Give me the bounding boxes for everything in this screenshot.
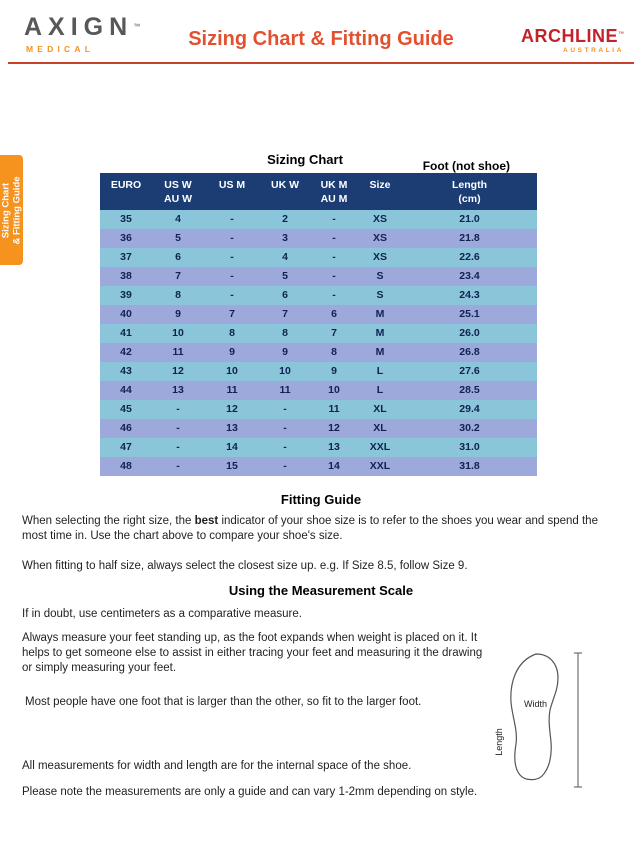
table-cell: S: [376, 289, 384, 302]
table-cell: -: [230, 232, 234, 245]
table-cell: 13: [226, 422, 238, 435]
table-cell: 45: [120, 403, 132, 416]
table-cell: 8: [229, 327, 235, 340]
table-row: [100, 229, 537, 248]
column-header: Length (cm): [452, 179, 487, 206]
table-cell: 9: [175, 308, 181, 321]
table-cell: 27.6: [459, 365, 480, 378]
table-cell: 14: [226, 441, 238, 454]
table-cell: 40: [120, 308, 132, 321]
table-cell: XXL: [369, 441, 391, 454]
table-cell: 24.3: [459, 289, 480, 302]
table-cell: 4: [282, 251, 288, 264]
side-tab: [0, 155, 23, 265]
table-cell: 10: [226, 365, 238, 378]
table-cell: -: [230, 270, 234, 283]
table-cell: 39: [120, 289, 132, 302]
column-header: US M: [218, 179, 246, 191]
bold-text: best: [194, 515, 219, 527]
table-cell: XS: [372, 251, 387, 264]
foot-not-shoe-note: Foot (not shoe): [422, 159, 510, 173]
axign-wordmark: AXIGN: [24, 13, 134, 41]
table-cell: 7: [331, 327, 337, 340]
foot-outline: [511, 654, 558, 780]
table-cell: 10: [328, 384, 340, 397]
table-cell: M: [375, 327, 385, 340]
table-cell: -: [283, 441, 287, 454]
table-cell: -: [230, 213, 234, 226]
table-cell: -: [332, 289, 336, 302]
table-cell: XS: [372, 232, 387, 245]
table-row: [100, 362, 537, 381]
table-cell: 11: [279, 384, 291, 397]
table-cell: 7: [229, 308, 235, 321]
table-cell: -: [283, 403, 287, 416]
table-cell: 36: [120, 232, 132, 245]
column-header: EURO: [110, 179, 142, 191]
table-cell: L: [376, 365, 384, 378]
table-cell: -: [230, 251, 234, 264]
sizing-chart-heading: Sizing Chart: [267, 152, 343, 167]
table-cell: 38: [120, 270, 132, 283]
table-cell: 5: [175, 232, 181, 245]
table-cell: 13: [172, 384, 184, 397]
table-cell: 26.0: [459, 327, 480, 340]
table-cell: 12: [172, 365, 184, 378]
table-row: [100, 400, 537, 419]
foot-diagram: [492, 650, 598, 790]
column-header: UK W: [271, 179, 299, 191]
table-cell: 31.0: [459, 441, 480, 454]
side-tab-line1: Sizing Chart: [0, 182, 11, 238]
table-cell: 6: [175, 251, 181, 264]
table-cell: 22.6: [459, 251, 480, 264]
table-cell: 13: [328, 441, 340, 454]
table-row: [100, 305, 537, 324]
table-cell: 7: [282, 308, 288, 321]
sizing-table-head: [100, 173, 537, 210]
table-cell: -: [230, 289, 234, 302]
side-tab-label: [0, 155, 23, 265]
table-cell: 5: [282, 270, 288, 283]
table-cell: XL: [373, 422, 387, 435]
table-cell: 4: [175, 213, 181, 226]
fitting-guide-paragraph: [22, 514, 626, 544]
table-row: [100, 324, 537, 343]
table-cell: 11: [172, 346, 184, 359]
table-cell: 14: [328, 460, 340, 473]
table-cell: -: [176, 441, 180, 454]
header-row: [100, 173, 537, 210]
table-cell: 46: [120, 422, 132, 435]
side-tab-line2: & Fitting Guide: [11, 175, 23, 245]
table-cell: -: [332, 270, 336, 283]
archline-australia-label: AUSTRALIA: [563, 47, 624, 54]
table-cell: 7: [175, 270, 181, 283]
table-cell: 28.5: [459, 384, 480, 397]
sizing-table: [100, 173, 537, 476]
table-cell: 35: [120, 213, 132, 226]
table-cell: 25.1: [459, 308, 480, 321]
paragraph-text: When selecting the right size, the: [22, 515, 195, 527]
table-row: [100, 343, 537, 362]
table-cell: -: [332, 232, 336, 245]
measurement-scale-heading: Using the Measurement Scale: [228, 583, 414, 598]
table-row: [100, 457, 537, 476]
axign-logo: [24, 13, 140, 54]
trademark-icon: ™: [618, 31, 624, 38]
axign-wordmark-row: [24, 13, 140, 42]
half-size-paragraph: When fitting to half size, always select the closest size up. e.g. If Size 8.5, follow Size 9.: [22, 560, 468, 572]
table-cell: 3: [282, 232, 288, 245]
table-cell: -: [176, 422, 180, 435]
table-cell: 10: [172, 327, 184, 340]
sizing-table-body: [100, 210, 537, 476]
table-cell: M: [375, 308, 385, 321]
measurement-paragraph-larger-foot: Most people have one foot that is larger than the other, so fit to the larger foot.: [25, 696, 422, 708]
table-cell: XS: [372, 213, 387, 226]
table-row: [100, 210, 537, 229]
table-row: [100, 267, 537, 286]
length-label: Length: [494, 728, 504, 756]
table-cell: 8: [282, 327, 288, 340]
table-cell: XXL: [369, 460, 391, 473]
table-cell: XL: [373, 403, 387, 416]
table-cell: 10: [279, 365, 291, 378]
table-cell: L: [376, 384, 384, 397]
table-cell: 48: [120, 460, 132, 473]
table-cell: 11: [328, 403, 340, 416]
archline-logo: [521, 26, 624, 54]
table-cell: 2: [282, 213, 288, 226]
column-header: Size: [369, 179, 391, 191]
table-cell: 6: [331, 308, 337, 321]
table-cell: 23.4: [459, 270, 480, 283]
table-cell: 31.8: [459, 460, 480, 473]
table-cell: 12: [226, 403, 238, 416]
foot-outline-illustration: [492, 650, 598, 790]
table-cell: 12: [328, 422, 340, 435]
table-cell: 29.4: [459, 403, 480, 416]
table-cell: 11: [226, 384, 238, 397]
table-cell: -: [283, 422, 287, 435]
table-cell: -: [332, 251, 336, 264]
table-row: [100, 248, 537, 267]
table-cell: M: [375, 346, 385, 359]
page-title: Sizing Chart & Fitting Guide: [188, 28, 454, 50]
measurement-paragraph-internal-space: All measurements for width and length are for the internal space of the shoe.: [22, 760, 412, 772]
table-cell: 21.8: [459, 232, 480, 245]
table-row: [100, 438, 537, 457]
table-cell: 30.2: [459, 422, 480, 435]
measurement-paragraph-variance: Please note the measurements are only a guide and can vary 1-2mm depending on style.: [22, 786, 478, 798]
table-cell: 8: [175, 289, 181, 302]
measurement-paragraph-doubt: If in doubt, use centimeters as a comparative measure.: [22, 608, 302, 620]
table-cell: 6: [282, 289, 288, 302]
column-header: UK M AU M: [320, 179, 348, 206]
table-cell: 43: [120, 365, 132, 378]
archline-wordmark-row: [521, 26, 624, 47]
table-cell: -: [176, 403, 180, 416]
table-cell: 9: [229, 346, 235, 359]
paragraph-text: indicator of your shoe size is to refer to the shoes you wear and spend the most time in. Use the chart above to compare your shoe's size.: [22, 515, 598, 542]
table-cell: 8: [331, 346, 337, 359]
measurement-paragraph-standing: Always measure your feet standing up, as the foot expands when weight is placed on it. It helps to get someone else to assist in either tracing your feet and measuring it the drawing or simply measuring your feet.: [22, 632, 483, 674]
archline-wordmark: ARCHLINE: [521, 26, 618, 46]
table-cell: 15: [226, 460, 238, 473]
table-cell: 44: [120, 384, 132, 397]
table-cell: -: [283, 460, 287, 473]
column-header: US W AU W: [164, 179, 192, 206]
table-cell: 47: [120, 441, 132, 454]
trademark-icon: ™: [133, 23, 141, 31]
table-row: [100, 419, 537, 438]
table-cell: 21.0: [459, 213, 480, 226]
table-cell: 41: [120, 327, 132, 340]
table-cell: -: [332, 213, 336, 226]
table-cell: 26.8: [459, 346, 480, 359]
table-cell: S: [376, 270, 384, 283]
table-cell: 9: [331, 365, 337, 378]
table-cell: 9: [282, 346, 288, 359]
table-cell: -: [176, 460, 180, 473]
fitting-guide-heading: Fitting Guide: [280, 492, 362, 507]
table-cell: 37: [120, 251, 132, 264]
table-cell: 42: [120, 346, 132, 359]
table-row: [100, 381, 537, 400]
table-row: [100, 286, 537, 305]
axign-medical-label: MEDICAL: [26, 44, 95, 54]
width-label: Width: [524, 699, 548, 709]
header-divider: [8, 62, 634, 64]
